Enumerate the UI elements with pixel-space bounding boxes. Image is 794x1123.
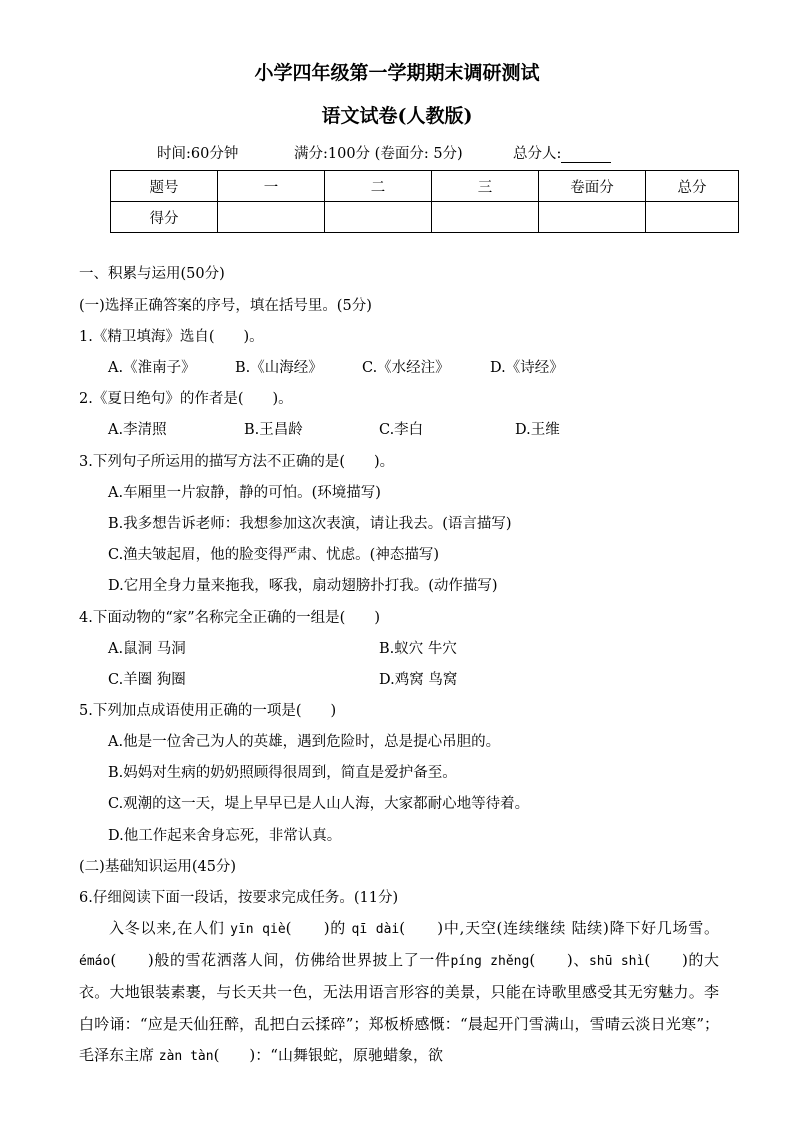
- pinyin: píng zhěng: [450, 954, 530, 970]
- para-text: ( )的: [285, 919, 352, 937]
- table-row: [111, 202, 739, 233]
- option: C.渔夫皱起眉，他的脸变得严肃、忧虑。(神态描写): [108, 547, 439, 563]
- reading-paragraph: [79, 913, 719, 1072]
- part-title: (一)选择正确答案的序号，填在括号里。(5分): [79, 298, 372, 314]
- score-input-cell[interactable]: [539, 202, 646, 233]
- para-text: ( )般的雪花洒落人间，仿佛给世界披上了一件: [110, 951, 451, 970]
- option: C.羊圈 狗圈: [108, 672, 186, 688]
- para-text: ( )、: [529, 951, 589, 970]
- table-cell: 题号: [111, 171, 218, 202]
- table-cell: 二: [325, 171, 432, 202]
- option: A.他是一位舍己为人的英雄，遇到危险时，总是提心吊胆的。: [108, 734, 501, 750]
- option: D.王维: [515, 422, 560, 438]
- score-input-cell[interactable]: [432, 202, 539, 233]
- option: B.蚁穴 牛穴: [379, 641, 457, 657]
- part-title: (二)基础知识运用(45分): [79, 859, 237, 875]
- question-5: 5.下列加点成语使用正确的一项是( ): [79, 703, 337, 719]
- score-input-cell[interactable]: [218, 202, 325, 233]
- option: B.王昌龄: [244, 422, 303, 438]
- pinyin: shū shì: [588, 954, 645, 970]
- para-text: ( )的大衣。大地银装素裹，与长天共一色，无法用语言形容的美景，只能在诗歌里感受其无穷魅力。李白吟诵：“应是天仙狂醉，乱把白云揉碎”；郑板桥感慨：“晨起开门雪满山，雪晴云淡日光寒”；毛泽东主席: [79, 951, 719, 1064]
- pinyin: zàn tàn: [158, 1048, 214, 1064]
- table-cell: 得分: [111, 202, 218, 233]
- para-text: ( )：“山舞银蛇，原驰蜡象，欲: [213, 1045, 443, 1064]
- score-input-cell[interactable]: [325, 202, 432, 233]
- question-1: 1.《精卫填海》选自( )。: [79, 329, 264, 345]
- option: A.车厢里一片寂静，静的可怕。(环境描写): [108, 485, 381, 501]
- option: A.鼠洞 马洞: [108, 641, 186, 657]
- question-4: 4.下面动物的“家”名称完全正确的一组是( ): [79, 610, 380, 626]
- option: B.妈妈对生病的奶奶照顾得很周到，简直是爱护备至。: [108, 765, 457, 781]
- option: C.李白: [379, 422, 424, 438]
- table-cell: 总分: [646, 171, 739, 202]
- option: D.它用全身力量来拖我，啄我，扇动翅膀扑打我。(动作描写): [108, 578, 498, 594]
- para-text: 入冬以来,在人们: [109, 919, 231, 937]
- exam-scorer: 总分人:: [513, 146, 562, 162]
- exam-time: 时间:60分钟: [157, 146, 239, 162]
- exam-subtitle: 语文试卷(人教版): [321, 105, 473, 127]
- score-table: [110, 170, 739, 233]
- option: D.《诗经》: [490, 360, 564, 376]
- table-row: [111, 171, 739, 202]
- option: D.他工作起来舍身忘死，非常认真。: [108, 828, 342, 844]
- pinyin: qī dài: [351, 922, 400, 937]
- question-2: 2.《夏日绝句》的作者是( )。: [79, 391, 293, 407]
- question-6: 6.仔细阅读下面一段话，按要求完成任务。(11分): [79, 890, 399, 906]
- para-text: ( )中,天空(连续继续 陆续)降下好几场雪。: [399, 919, 719, 937]
- option: C.观潮的这一天，堤上早早已是人山人海，大家都耐心地等待着。: [108, 796, 530, 812]
- option: B.《山海经》: [235, 360, 323, 376]
- pinyin: yīn qiè: [230, 922, 286, 937]
- option: A.李清照: [108, 422, 167, 438]
- table-cell: 一: [218, 171, 325, 202]
- option: D.鸡窝 鸟窝: [379, 672, 458, 688]
- option: A.《淮南子》: [108, 360, 196, 376]
- pinyin: émáo: [79, 954, 111, 970]
- option: C.《水经注》: [362, 360, 450, 376]
- exam-info: [157, 142, 611, 163]
- option: B.我多想告诉老师：我想参加这次表演，请让我去。(语言描写): [108, 516, 512, 532]
- exam-full-score: 满分:100分 (卷面分: 5分): [294, 146, 463, 162]
- table-cell: 三: [432, 171, 539, 202]
- score-input-cell[interactable]: [646, 202, 739, 233]
- question-3: 3.下列句子所运用的描写方法不正确的是( )。: [79, 454, 395, 470]
- scorer-blank[interactable]: [561, 148, 611, 163]
- table-cell: 卷面分: [539, 171, 646, 202]
- section-title: 一、积累与运用(50分): [79, 266, 225, 282]
- exam-title: 小学四年级第一学期期末调研测试: [254, 62, 540, 84]
